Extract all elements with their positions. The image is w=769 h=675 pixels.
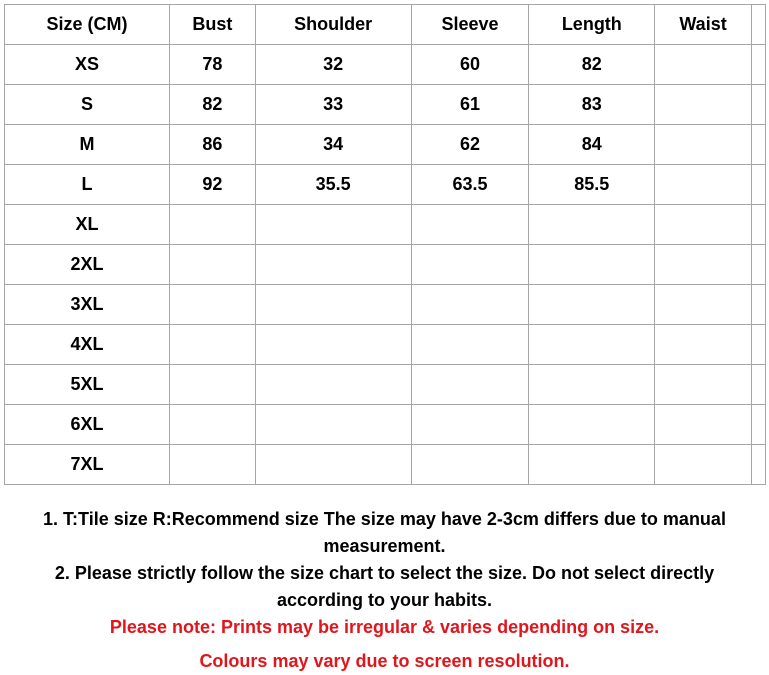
header-extra (751, 5, 765, 45)
cell-sleeve: 60 (411, 45, 529, 85)
cell-waist (655, 325, 752, 365)
cell-waist (655, 205, 752, 245)
header-bust: Bust (170, 5, 256, 45)
cell-shoulder: 35.5 (255, 165, 411, 205)
cell-extra (751, 85, 765, 125)
cell-waist (655, 245, 752, 285)
cell-shoulder (255, 285, 411, 325)
table-row (5, 45, 766, 85)
cell-waist (655, 365, 752, 405)
cell-shoulder: 34 (255, 125, 411, 165)
cell-shoulder (255, 325, 411, 365)
cell-waist (655, 165, 752, 205)
cell-shoulder (255, 445, 411, 485)
cell-shoulder (255, 205, 411, 245)
cell-sleeve (411, 365, 529, 405)
cell-length (529, 325, 655, 365)
cell-extra (751, 205, 765, 245)
cell-size: 7XL (5, 445, 170, 485)
cell-sleeve (411, 325, 529, 365)
table-row (5, 245, 766, 285)
cell-bust: 86 (170, 125, 256, 165)
cell-sleeve (411, 205, 529, 245)
cell-bust (170, 205, 256, 245)
header-row (5, 5, 766, 45)
cell-extra (751, 405, 765, 445)
cell-shoulder (255, 245, 411, 285)
cell-extra (751, 285, 765, 325)
cell-length (529, 285, 655, 325)
cell-size: 6XL (5, 405, 170, 445)
cell-waist (655, 85, 752, 125)
cell-sleeve (411, 285, 529, 325)
cell-shoulder: 33 (255, 85, 411, 125)
cell-length (529, 205, 655, 245)
cell-bust: 78 (170, 45, 256, 85)
size-rows (5, 45, 766, 485)
cell-waist (655, 285, 752, 325)
cell-sleeve (411, 245, 529, 285)
cell-sleeve: 62 (411, 125, 529, 165)
cell-bust: 82 (170, 85, 256, 125)
cell-extra (751, 325, 765, 365)
cell-length: 82 (529, 45, 655, 85)
cell-sleeve: 61 (411, 85, 529, 125)
header-waist: Waist (655, 5, 752, 45)
cell-sleeve (411, 405, 529, 445)
cell-size: 3XL (5, 285, 170, 325)
cell-bust (170, 405, 256, 445)
header-size: Size (CM) (5, 5, 170, 45)
cell-waist (655, 125, 752, 165)
cell-size: 5XL (5, 365, 170, 405)
table-row (5, 445, 766, 485)
table-row (5, 285, 766, 325)
cell-bust (170, 285, 256, 325)
cell-bust (170, 245, 256, 285)
cell-length (529, 405, 655, 445)
warning-colours: Colours may vary due to screen resolution. (199, 651, 570, 671)
header-length: Length (529, 5, 655, 45)
warning-prints: Please note: Prints may be irregular & varies depending on size. (109, 617, 660, 637)
header-shoulder: Shoulder (255, 5, 411, 45)
cell-sleeve (411, 445, 529, 485)
cell-length (529, 365, 655, 405)
table-row (5, 125, 766, 165)
cell-size: S (5, 85, 170, 125)
cell-size: 4XL (5, 325, 170, 365)
note-1: 1. T:Tile size R:Recommend size The size may have 2-3cm differs due to manual measurement. (43, 509, 726, 556)
cell-bust: 92 (170, 165, 256, 205)
table-row (5, 365, 766, 405)
cell-size: L (5, 165, 170, 205)
cell-length (529, 445, 655, 485)
cell-extra (751, 365, 765, 405)
size-chart-table (4, 4, 766, 485)
cell-size: XS (5, 45, 170, 85)
notes-section (0, 506, 769, 675)
table-row (5, 405, 766, 445)
cell-size: 2XL (5, 245, 170, 285)
cell-length: 84 (529, 125, 655, 165)
cell-extra (751, 45, 765, 85)
cell-waist (655, 445, 752, 485)
cell-extra (751, 245, 765, 285)
cell-bust (170, 365, 256, 405)
cell-size: M (5, 125, 170, 165)
cell-extra (751, 445, 765, 485)
cell-waist (655, 45, 752, 85)
table-row (5, 205, 766, 245)
table-row (5, 165, 766, 205)
cell-shoulder: 32 (255, 45, 411, 85)
cell-length: 83 (529, 85, 655, 125)
cell-length (529, 245, 655, 285)
cell-shoulder (255, 365, 411, 405)
cell-size: XL (5, 205, 170, 245)
cell-extra (751, 165, 765, 205)
cell-extra (751, 125, 765, 165)
cell-shoulder (255, 405, 411, 445)
cell-length: 85.5 (529, 165, 655, 205)
cell-waist (655, 405, 752, 445)
table-row (5, 325, 766, 365)
note-2: 2. Please strictly follow the size chart to select the size. Do not select directly according to your habits. (54, 563, 715, 610)
cell-bust (170, 445, 256, 485)
cell-bust (170, 325, 256, 365)
cell-sleeve: 63.5 (411, 165, 529, 205)
table-row (5, 85, 766, 125)
header-sleeve: Sleeve (411, 5, 529, 45)
